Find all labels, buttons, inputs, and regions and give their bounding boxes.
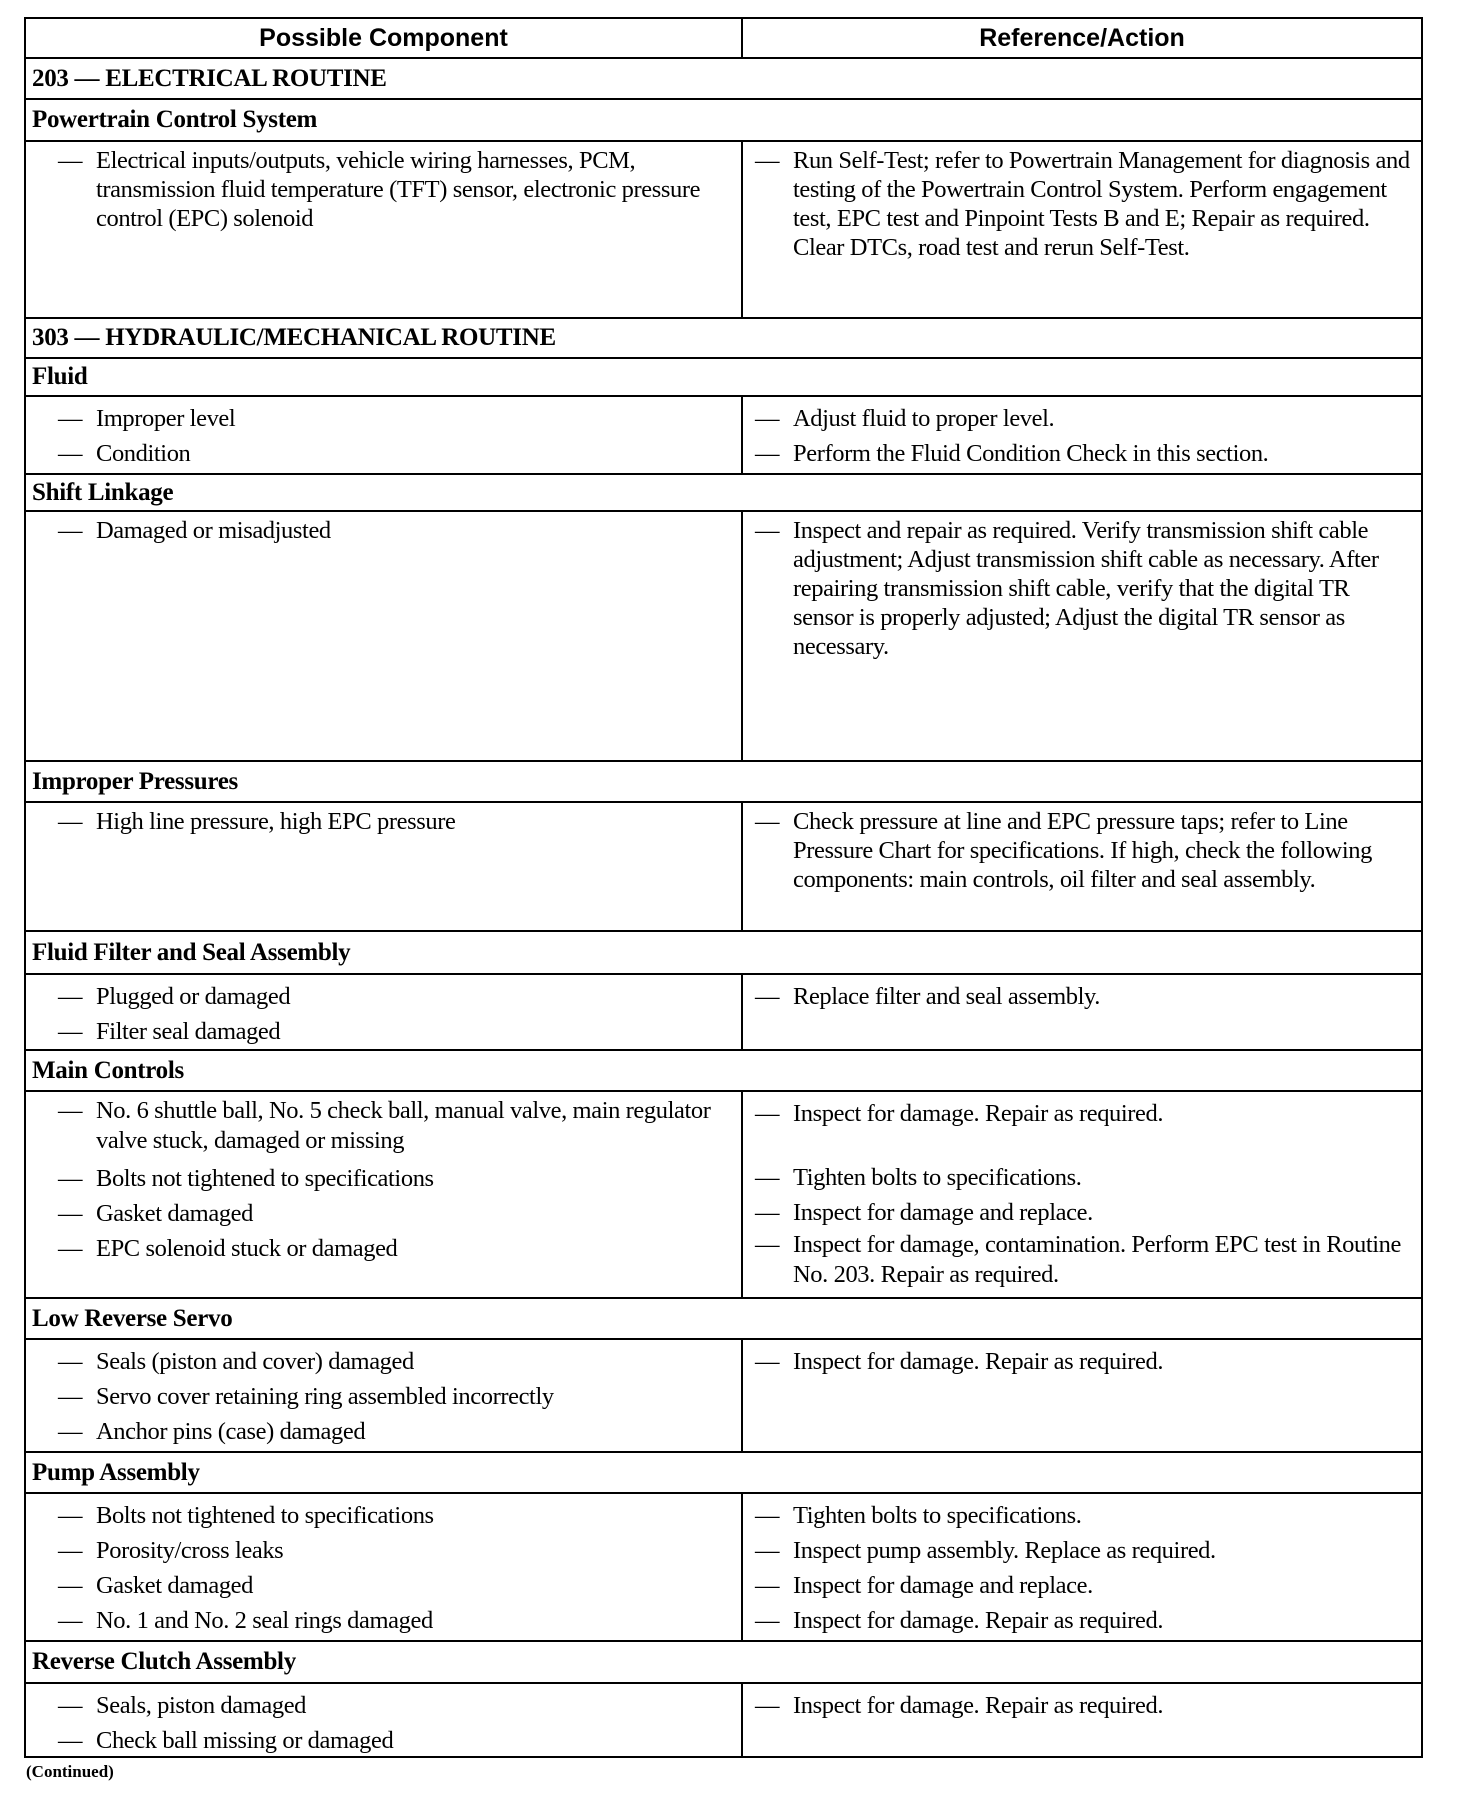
action-item: — Perform the Fluid Condition Check in this section.: [755, 440, 1269, 467]
component-item: — Gasket damaged: [58, 1572, 253, 1599]
action-item: — Adjust fluid to proper level.: [755, 405, 1055, 432]
component-item: — Bolts not tightened to specifications: [58, 1165, 434, 1192]
action-item: — Tighten bolts to specifications.: [755, 1502, 1082, 1529]
component-item: — Improper level: [58, 405, 236, 432]
component-item: — Seals, piston damaged: [58, 1692, 307, 1719]
action-item: — Inspect for damage. Repair as required.: [755, 1348, 1164, 1375]
diagnosis-table: [24, 17, 1423, 1758]
section-powertrain-title: Powertrain Control System: [26, 100, 1421, 142]
action-item: — Inspect and repair as required. Verify transmission shift cable adjustment; Adjust transmission shift cable as necessary. After repairing transmission shift cable, verify that the digital TR sensor is properly adjusted; Adjust the digital TR sensor as necessary.: [755, 517, 1379, 660]
action-item: — Inspect for damage, contamination. Perform EPC test in Routine No. 203. Repair as required.: [755, 1231, 1401, 1288]
section-pump-title: Pump Assembly: [26, 1453, 1421, 1494]
component-item: — Filter seal damaged: [58, 1018, 281, 1045]
section-filter-title: Fluid Filter and Seal Assembly: [26, 932, 1421, 975]
action-item: — Inspect for damage. Repair as required.: [755, 1100, 1164, 1127]
section-main-controls-title: Main Controls: [26, 1051, 1421, 1092]
component-item: — Plugged or damaged: [58, 983, 291, 1010]
component-item: — EPC solenoid stuck or damaged: [58, 1235, 398, 1262]
component-item: — Damaged or misadjusted: [58, 517, 331, 544]
section-powertrain-row: [26, 142, 1421, 319]
section-reverse-clutch-row: [26, 1684, 1421, 1756]
section-reverse-clutch-title: Reverse Clutch Assembly: [26, 1642, 1421, 1684]
section-low-reverse-servo-row: [26, 1340, 1421, 1453]
action-item: — Inspect for damage and replace.: [755, 1199, 1093, 1226]
action-item: — Inspect pump assembly. Replace as required.: [755, 1537, 1216, 1564]
section-shift-linkage-row: [26, 512, 1421, 762]
header-possible-component: Possible Component: [26, 19, 743, 57]
component-item: — Electrical inputs/outputs, vehicle wiring harnesses, PCM, transmission fluid temperature (TFT) sensor, electronic pressure control (EPC) solenoid: [58, 147, 701, 232]
section-fluid-title: Fluid: [26, 359, 1421, 397]
component-item: — Servo cover retaining ring assembled incorrectly: [58, 1383, 554, 1410]
section-shift-linkage-title: Shift Linkage: [26, 475, 1421, 512]
component-item: — Anchor pins (case) damaged: [58, 1418, 366, 1445]
component-item: — Condition: [58, 440, 191, 467]
section-improper-pressures-row: [26, 803, 1421, 932]
component-item: — No. 6 shuttle ball, No. 5 check ball, manual valve, main regulator valve stuck, damaged or missing: [58, 1097, 711, 1154]
action-item: — Check pressure at line and EPC pressure taps; refer to Line Pressure Chart for specifications. If high, check the following components: main controls, oil filter and seal assembly.: [755, 808, 1372, 893]
continued-note: (Continued): [26, 1762, 114, 1781]
section-pump-row: [26, 1494, 1421, 1642]
routine-303-heading: 303 — HYDRAULIC/MECHANICAL ROUTINE: [26, 319, 1421, 359]
section-main-controls-row: [26, 1092, 1421, 1299]
section-filter-row: [26, 975, 1421, 1051]
component-item: — Check ball missing or damaged: [58, 1727, 394, 1754]
table-header: [26, 19, 1421, 59]
action-item: — Tighten bolts to specifications.: [755, 1164, 1082, 1191]
section-improper-pressures-title: Improper Pressures: [26, 762, 1421, 803]
component-item: — Bolts not tightened to specifications: [58, 1502, 434, 1529]
action-item: — Inspect for damage. Repair as required.: [755, 1692, 1164, 1719]
component-item: — No. 1 and No. 2 seal rings damaged: [58, 1607, 433, 1634]
section-fluid-row: [26, 397, 1421, 475]
action-item: — Inspect for damage and replace.: [755, 1572, 1093, 1599]
action-item: — Inspect for damage. Repair as required.: [755, 1607, 1164, 1634]
component-item: — High line pressure, high EPC pressure: [58, 808, 456, 835]
section-low-reverse-servo-title: Low Reverse Servo: [26, 1299, 1421, 1340]
component-item: — Seals (piston and cover) damaged: [58, 1348, 414, 1375]
header-reference-action: Reference/Action: [979, 23, 1185, 52]
routine-203-heading: 203 — ELECTRICAL ROUTINE: [26, 59, 1421, 100]
action-item: — Run Self-Test; refer to Powertrain Management for diagnosis and testing of the Powertrain Control System. Perform engagement test, EPC test and Pinpoint Tests B and E; Repair as required. Clear DTCs, road test and rerun Self-Test.: [755, 147, 1410, 261]
component-item: — Porosity/cross leaks: [58, 1537, 284, 1564]
action-item: — Replace filter and seal assembly.: [755, 983, 1100, 1010]
component-item: — Gasket damaged: [58, 1200, 253, 1227]
